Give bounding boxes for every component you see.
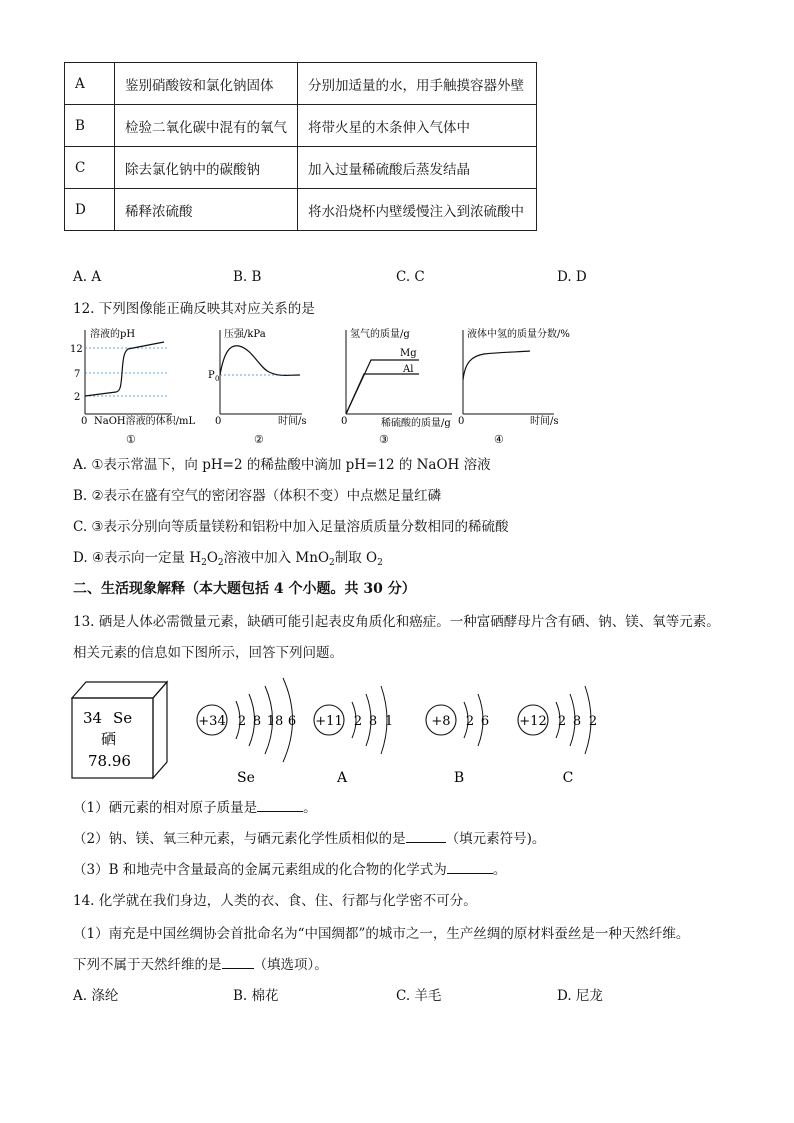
graph-3-xlabel: 稀硫酸的质量/g <box>381 418 451 429</box>
graph-3-al-line <box>346 374 419 414</box>
q12-option-c: C. ③表示分别向等质量镁粉和铝粉中加入足量溶质质量分数相同的稀硫酸 <box>73 519 509 535</box>
answer-blank[interactable] <box>222 956 254 969</box>
graph-2-xlabel: 时间/s <box>278 416 307 427</box>
row-method: 加入过量稀硫酸后蒸发结晶 <box>298 147 537 189</box>
option-d-sub-3: 2 <box>329 558 335 568</box>
graph-1-xlabel: NaOH溶液的体积/mL <box>94 416 196 427</box>
q14-choice-d: D. 尼龙 <box>557 988 603 1004</box>
graph-2-number: ② <box>254 433 264 446</box>
q14-line-3-end: （填选项）。 <box>253 957 328 973</box>
graph-4 <box>458 327 570 446</box>
cell-atomic-number: 34 <box>83 709 103 727</box>
graph-1-tick-2: 2 <box>74 392 81 403</box>
table-row <box>65 147 537 189</box>
section-heading: 二、生活现象解释（本大题包括 4 个小题。共 30 分） <box>73 581 416 597</box>
row-label: C <box>65 147 115 189</box>
option-d-text-3: 溶液中加入 MnO <box>223 550 330 566</box>
row-label: B <box>65 105 115 147</box>
graph-2-ylabel: 压强/kPa <box>224 329 266 340</box>
sub-1-end: 。 <box>303 800 317 816</box>
sub-2-text: （2）钠、镁、氧三种元素，与硒元素化学性质相似的是 <box>73 831 406 847</box>
a-nucleus: +11 <box>315 714 343 729</box>
graph-1-tick-7: 7 <box>74 369 81 380</box>
option-d-text-1: D. ④表示向一定量 H <box>73 550 202 566</box>
graph-1-ylabel: 溶液的pH <box>90 329 136 340</box>
b-label: B <box>453 770 465 786</box>
graph-4-origin: 0 <box>458 416 465 427</box>
a-label: A <box>336 770 348 786</box>
answer-blank[interactable] <box>406 830 446 843</box>
q12-option-b: B. ②表示在盛有空气的密闭容器（体积不变）中点燃足量红磷 <box>73 488 442 504</box>
answer-blank[interactable] <box>257 799 303 812</box>
se-shell-2: 8 <box>252 714 262 729</box>
sub-3-text: （3）B 和地壳中含量最高的金属元素组成的化合物的化学式为 <box>73 862 447 878</box>
row-label: A <box>65 63 115 105</box>
q14-line-3-text: 下列不属于天然纤维的是 <box>73 957 222 973</box>
q13-line-2: 相关元素的信息如下图所示，回答下列问题。 <box>73 645 343 661</box>
atom-b <box>426 694 489 786</box>
b-nucleus: +8 <box>431 714 451 729</box>
atom-diagram <box>64 676 624 788</box>
c-shell-3: 2 <box>588 714 598 729</box>
q11-choice-c: C. C <box>396 269 425 285</box>
row-experiment: 稀释浓硫酸 <box>115 189 298 231</box>
graph-3-origin: 0 <box>341 416 348 427</box>
q14-choice-a: A. 涤纶 <box>73 988 119 1004</box>
q12-option-a: A. ①表示常温下，向 pH=2 的稀盐酸中滴加 pH=12 的 NaOH 溶液 <box>73 457 491 473</box>
graph-4-xlabel: 时间/s <box>530 416 559 427</box>
q11-choice-a: A. A <box>73 269 102 285</box>
graph-3-al-label: Al <box>403 364 414 375</box>
q14-choice-b: B. 棉花 <box>233 988 279 1004</box>
table-row <box>65 189 537 231</box>
q14-choice-c: C. 羊毛 <box>396 988 442 1004</box>
c-shell-2: 8 <box>572 714 582 729</box>
q12-graphs <box>64 322 584 450</box>
graph-2 <box>208 328 307 446</box>
a-shell-1: 2 <box>353 714 363 729</box>
q14-line-2: （1）南充是中国丝绸协会首批命名为“中国绸都”的城市之一，生产丝绸的原材料蚕丝是一种天然纤维。 <box>73 926 690 942</box>
q12-stem: 12. 下列图像能正确反映其对应关系的是 <box>73 301 315 317</box>
q13-sub-3 <box>73 861 506 879</box>
row-method: 将带火星的木条伸入气体中 <box>298 105 537 147</box>
q11-choice-b: B. B <box>233 269 262 285</box>
c-shell-1: 2 <box>557 714 567 729</box>
graph-2-origin: 0 <box>215 416 222 427</box>
cell-symbol: Se <box>113 709 133 727</box>
row-label: D <box>65 189 115 231</box>
q14-line-1: 14. 化学就在我们身边，人类的衣、食、住、行都与化学密不可分。 <box>73 893 477 909</box>
answer-blank[interactable] <box>447 861 493 874</box>
q12-option-d <box>73 549 383 567</box>
sub-3-end: 。 <box>492 862 507 878</box>
option-d-sub-4: 2 <box>377 558 383 568</box>
sub-1-text: （1）硒元素的相对原子质量是 <box>73 800 258 816</box>
se-shell-3: 18 <box>266 714 284 729</box>
sub-2-end: （填元素符号)。 <box>445 831 546 847</box>
graph-3 <box>341 327 452 446</box>
q11-choice-d: D. D <box>557 269 587 285</box>
se-nucleus: +34 <box>198 714 226 729</box>
q13-sub-1 <box>73 799 317 817</box>
graph-1-curve <box>85 342 164 396</box>
graph-1-origin: 0 <box>81 416 88 427</box>
graph-4-curve <box>463 351 530 380</box>
a-shell-2: 8 <box>368 714 378 729</box>
graph-3-mg-label: Mg <box>400 348 417 359</box>
cell-mass: 78.96 <box>88 752 131 770</box>
c-label: C <box>562 770 574 786</box>
option-d-sub-1: 2 <box>201 558 207 568</box>
cell-name: 硒 <box>101 730 117 748</box>
option-d-sub-2: 2 <box>217 558 224 568</box>
element-cell <box>72 682 167 778</box>
graph-4-number: ④ <box>494 433 504 446</box>
graph-4-ylabel: 液体中氢的质量分数/% <box>467 329 570 340</box>
atom-c <box>518 686 597 786</box>
table-row <box>65 105 537 147</box>
graph-1-number: ① <box>126 433 136 446</box>
c-nucleus: +12 <box>519 714 547 729</box>
b-shell-1: 2 <box>465 714 475 729</box>
graph-3-number: ③ <box>379 433 389 446</box>
row-experiment: 检验二氧化碳中混有的氧气 <box>115 105 298 147</box>
row-experiment: 鉴别硝酸铵和氯化钠固体 <box>115 63 298 105</box>
se-shell-1: 2 <box>237 714 247 729</box>
a-shell-3: 1 <box>384 714 394 729</box>
graph-1 <box>70 327 195 446</box>
se-shell-4: 6 <box>287 714 297 729</box>
se-label: Se <box>237 770 255 786</box>
b-shell-2: 6 <box>480 714 490 729</box>
row-method: 分别加适量的水，用手触摸容器外壁 <box>298 63 537 105</box>
graph-2-curve <box>220 346 300 376</box>
graph-1-tick-12: 12 <box>70 344 83 355</box>
option-d-text-4: 制取 O <box>334 550 378 566</box>
atom-a <box>314 686 393 786</box>
table-row <box>65 63 537 105</box>
graph-2-p0: P <box>208 370 215 381</box>
q13-sub-2 <box>73 830 545 848</box>
q14-line-3 <box>73 956 328 974</box>
row-experiment: 除去氯化钠中的碳酸钠 <box>115 147 298 189</box>
graph-3-ylabel: 氢气的质量/g <box>350 329 410 340</box>
option-d-text-2: O <box>206 550 218 566</box>
atom-se <box>197 678 296 786</box>
graph-2-p0-sub: 0 <box>215 375 220 383</box>
experiment-table <box>64 62 537 231</box>
row-method: 将水沿烧杯内壁缓慢注入到浓硫酸中 <box>298 189 537 231</box>
q13-line-1: 13. 硒是人体必需微量元素，缺硒可能引起表皮角质化和癌症。一种富硒酵母片含有硒、钠、镁、氧等元素。 <box>73 614 720 630</box>
